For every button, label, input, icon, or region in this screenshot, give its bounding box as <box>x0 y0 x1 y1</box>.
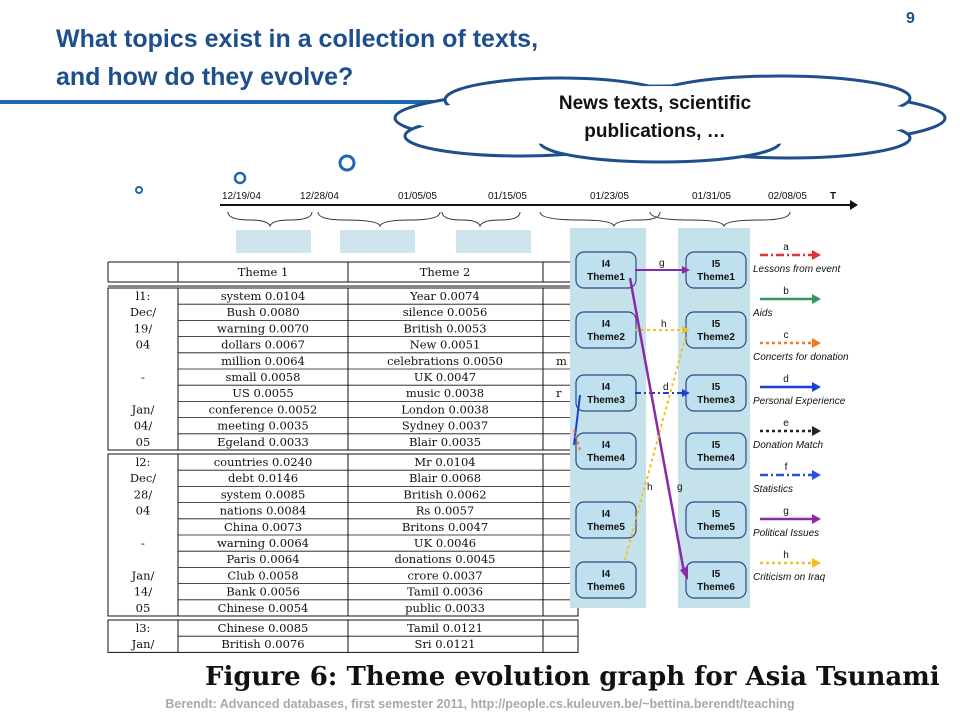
i4-theme-node <box>576 562 636 598</box>
slide-title-line-1: What topics exist in a collection of texts, <box>56 25 539 53</box>
i5-theme-node <box>686 433 746 469</box>
legend-letter-g: g <box>783 506 789 517</box>
node-column-label: I4 <box>601 319 611 330</box>
table-cell-theme-2: British 0.0053 <box>403 321 487 336</box>
table-header-theme-2: Theme 2 <box>419 265 471 279</box>
table-cell-theme-2: UK 0.0047 <box>413 370 477 384</box>
table-cell-theme-2: music 0.0038 <box>405 386 485 401</box>
legend-arrowhead <box>812 514 821 524</box>
legend-arrowhead <box>812 426 821 436</box>
thought-bubble-text <box>500 90 810 146</box>
node-theme-label: Theme1 <box>697 272 735 283</box>
node-column-label: I5 <box>711 569 721 580</box>
table-cell-theme-2: Blair 0.0068 <box>408 471 482 486</box>
table-cell-theme-1: debt 0.0146 <box>227 471 299 486</box>
table-cell-theme-1: system 0.0104 <box>220 289 306 303</box>
legend-arrowhead <box>812 250 821 260</box>
table-cell-theme-1: countries 0.0240 <box>213 455 313 469</box>
table-cell-theme-1: nations 0.0084 <box>219 503 307 518</box>
node-theme-label: Theme6 <box>587 582 625 593</box>
legend-letter-h: h <box>783 550 789 561</box>
node-theme-label: Theme5 <box>587 522 625 533</box>
timeline-date: 01/15/05 <box>488 191 527 202</box>
timeline-date: 01/05/05 <box>398 191 437 202</box>
table-cell-theme-2: crore 0.0037 <box>407 568 483 583</box>
graph-legend <box>752 242 849 583</box>
table-cell-theme-2: Sri 0.0121 <box>414 637 476 652</box>
table-period-label: 04 <box>135 337 151 352</box>
node-column-label: I4 <box>601 440 611 451</box>
table-cell-theme-2: celebrations 0.0050 <box>387 353 503 368</box>
table-cell-theme-1: dollars 0.0067 <box>221 337 305 352</box>
legend-label-a: Lessons from event <box>753 264 841 275</box>
i5-theme-node <box>686 375 746 411</box>
table-cell-theme-1: China 0.0073 <box>223 519 303 534</box>
table-cell-theme-2: donations 0.0045 <box>394 552 496 567</box>
table-cell-theme-1: Chinese 0.0085 <box>217 621 309 635</box>
table-cell-theme-1: US 0.0055 <box>232 386 294 401</box>
table-cell-theme-1: system 0.0085 <box>220 487 306 502</box>
table-cell-theme-2: silence 0.0056 <box>402 305 488 320</box>
node-theme-label: Theme4 <box>697 453 735 464</box>
table-cell-theme-1: warning 0.0064 <box>217 536 309 550</box>
timeline-axis-label: T <box>830 191 837 202</box>
node-theme-label: Theme2 <box>587 332 625 343</box>
table-cell-clipped: m <box>556 353 567 368</box>
legend-arrowhead <box>812 470 821 480</box>
table-cell-theme-1: Egeland 0.0033 <box>217 434 309 449</box>
bubble-line-1: News texts, scientific <box>558 93 752 114</box>
node-column-label: I5 <box>711 509 721 520</box>
table-period-label: Jan/ <box>131 402 155 417</box>
thought-dot-small <box>136 187 142 193</box>
table-period-label: l2: <box>135 455 151 469</box>
i4-theme-node <box>576 375 636 411</box>
table-cell-theme-1: million 0.0064 <box>221 353 305 368</box>
legend-label-g: Political Issues <box>753 528 820 539</box>
timeline-date: 01/23/05 <box>590 191 629 202</box>
node-column-label: I4 <box>601 259 611 270</box>
table-cell-theme-2: Blair 0.0035 <box>408 434 482 449</box>
table-period-label: Dec/ <box>129 471 157 486</box>
legend-letter-c: c <box>783 330 789 341</box>
table-period-label: Jan/ <box>131 568 155 583</box>
legend-label-h: Criticism on Iraq <box>753 572 826 583</box>
edge-label-h1: h <box>661 319 667 330</box>
slide-title-line-2: and how do they evolve? <box>56 63 354 91</box>
node-column-label: I5 <box>711 259 721 270</box>
i5-theme-node <box>686 312 746 348</box>
i4-theme-node <box>576 502 636 538</box>
table-period-label: - <box>141 536 145 550</box>
edge-label-g2: g <box>677 482 683 493</box>
table-cell-theme-1: Chinese 0.0054 <box>217 600 309 615</box>
edge-label-d: d <box>663 382 669 393</box>
table-cell-theme-2: Tamil 0.0036 <box>407 584 483 599</box>
table-cell-theme-1: warning 0.0070 <box>217 321 309 336</box>
node-theme-label: Theme5 <box>697 522 735 533</box>
table-cell-theme-1: Paris 0.0064 <box>226 552 300 567</box>
table-cell-theme-2: British 0.0062 <box>403 487 487 502</box>
legend-arrowhead <box>812 558 821 568</box>
node-theme-label: Theme4 <box>587 453 625 464</box>
table-cell-theme-1: meeting 0.0035 <box>217 418 309 433</box>
legend-label-d: Personal Experience <box>753 396 846 407</box>
legend-arrowhead <box>812 382 821 392</box>
table-cell-theme-1: Bank 0.0056 <box>226 584 300 599</box>
timeline <box>220 191 858 253</box>
node-theme-label: Theme2 <box>697 332 735 343</box>
table-cell-theme-1: Bush 0.0080 <box>226 305 300 320</box>
table-header-theme-1: Theme 1 <box>237 265 289 279</box>
table-cell-theme-1: British 0.0076 <box>221 637 305 652</box>
table-cell-theme-1: conference 0.0052 <box>208 402 318 417</box>
node-column-label: I4 <box>601 382 611 393</box>
table-cell-theme-2: UK 0.0046 <box>413 536 477 550</box>
table-period-label: 05 <box>135 600 151 615</box>
i4-theme-node <box>576 252 636 288</box>
thought-dot-medium <box>235 173 245 183</box>
table-cell-theme-1: Club 0.0058 <box>227 568 299 583</box>
bubble-line-2: publications, … <box>584 121 726 142</box>
node-column-label: I5 <box>711 319 721 330</box>
table-period-label: 04/ <box>133 418 153 433</box>
legend-arrowhead <box>812 338 821 348</box>
node-column-label: I5 <box>711 382 721 393</box>
timeline-date: 12/28/04 <box>300 191 339 202</box>
slide-number: 9 <box>906 10 915 27</box>
node-theme-label: Theme1 <box>587 272 625 283</box>
edge-label-h2: h <box>647 482 653 493</box>
i5-theme-node <box>686 562 746 598</box>
table-period-label: - <box>141 370 145 384</box>
timeline-date: 01/31/05 <box>692 191 731 202</box>
legend-letter-d: d <box>783 374 789 385</box>
timeline-date: 02/08/05 <box>768 191 807 202</box>
table-period-label: 28/ <box>133 487 153 502</box>
table-period-label: Jan/ <box>131 637 155 652</box>
node-theme-label: Theme3 <box>587 395 625 406</box>
legend-letter-f: f <box>784 462 788 473</box>
table-cell-theme-2: Tamil 0.0121 <box>407 621 483 635</box>
legend-letter-a: a <box>783 242 789 253</box>
table-period-label: 19/ <box>133 321 153 336</box>
theme-graph <box>570 228 849 608</box>
table-cell-theme-2: London 0.0038 <box>401 402 489 417</box>
i5-theme-node <box>686 252 746 288</box>
node-column-label: I4 <box>601 569 611 580</box>
i5-theme-node <box>686 502 746 538</box>
table-period-label: Dec/ <box>129 305 157 320</box>
table-period-label: l1: <box>135 289 151 303</box>
table-cell-theme-2: Mr 0.0104 <box>414 455 476 469</box>
table-cell-clipped: r <box>556 386 562 401</box>
table-cell-theme-2: Britons 0.0047 <box>401 519 489 534</box>
table-cell-theme-2: public 0.0033 <box>405 600 485 615</box>
node-theme-label: Theme6 <box>697 582 735 593</box>
table-cell-theme-2: Rs 0.0057 <box>415 503 475 518</box>
timeline-date: 12/19/04 <box>222 191 261 202</box>
table-period-label: 04 <box>135 503 151 518</box>
table-cell-theme-2: New 0.0051 <box>409 337 481 352</box>
legend-letter-e: e <box>783 418 789 429</box>
slide-footer: Berendt: Advanced databases, first semester 2011, http://people.cs.kuleuven.be/~bettina.berendt/teaching <box>165 697 795 711</box>
node-column-label: I4 <box>601 509 611 520</box>
node-column-label: I5 <box>711 440 721 451</box>
figure-caption: Figure 6: Theme evolution graph for Asia Tsunami <box>205 662 940 692</box>
timeline-dates <box>222 191 807 202</box>
table-period-label: l3: <box>135 621 151 635</box>
legend-label-f: Statistics <box>753 484 794 495</box>
edge-label-g1: g <box>659 258 665 269</box>
legend-arrowhead <box>812 294 821 304</box>
legend-label-b: Aids <box>753 308 773 319</box>
theme-table <box>108 262 578 652</box>
thought-dot-large <box>340 156 354 170</box>
i4-theme-node <box>576 312 636 348</box>
table-cell-theme-2: Year 0.0074 <box>410 289 480 303</box>
node-theme-label: Theme3 <box>697 395 735 406</box>
table-period-label: 14/ <box>133 584 153 599</box>
table-cell-theme-1: small 0.0058 <box>225 370 301 384</box>
legend-label-e: Donation Match <box>753 440 824 451</box>
i4-theme-node <box>576 433 636 469</box>
legend-letter-b: b <box>783 286 789 297</box>
table-period-label: 05 <box>135 434 151 449</box>
table-cell-theme-2: Sydney 0.0037 <box>401 418 489 433</box>
legend-label-c: Concerts for donation <box>753 352 849 363</box>
